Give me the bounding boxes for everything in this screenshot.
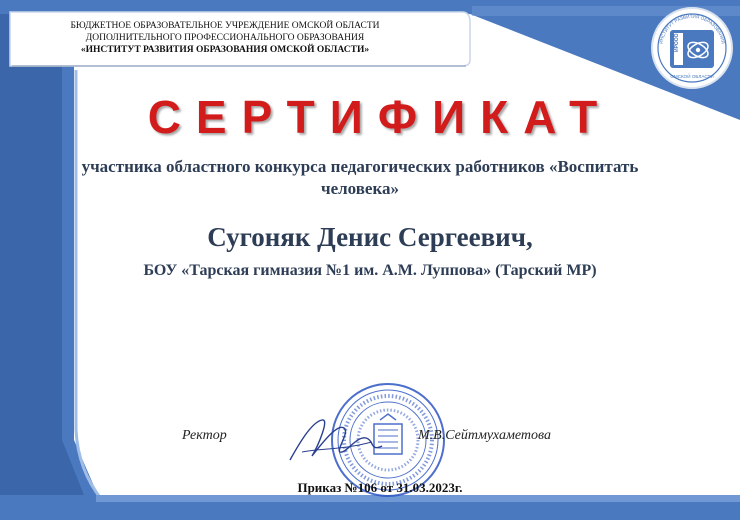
signature-icon <box>282 412 392 468</box>
svg-text:ОМСКОЙ ОБЛАСТИ: ОМСКОЙ ОБЛАСТИ <box>670 74 714 79</box>
certificate-title: СЕРТИФИКАТ <box>147 91 613 143</box>
recipient-name: Сугоняк Денис Сергеевич, <box>207 222 533 252</box>
svg-text:ИНСТИТУТ РАЗВИТИЯ ОБРАЗОВАНИЯ: ИНСТИТУТ РАЗВИТИЯ ОБРАЗОВАНИЯ <box>658 13 726 45</box>
recipient-organization: БОУ «Тарская гимназия №1 им. А.М. Луппова» (Тарский МР) <box>143 262 597 279</box>
signer-role: Ректор <box>182 428 227 443</box>
institution-line-1: БЮДЖЕТНОЕ ОБРАЗОВАТЕЛЬНОЕ УЧРЕЖДЕНИЕ ОМСКОЙ ОБЛАСТИ <box>70 21 380 31</box>
institution-line-2: ДОПОЛНИТЕЛЬНОГО ПРОФЕССИОНАЛЬНОГО ОБРАЗОВАНИЯ <box>85 33 365 43</box>
signer-name: М.В.Сейтмухаметова <box>418 428 552 443</box>
institute-logo-icon <box>650 6 734 90</box>
certificate-subtitle: участника областного конкурса педагогических работников «Воспитать человека» <box>81 157 639 198</box>
institution-line-3: «ИНСТИТУТ РАЗВИТИЯ ОБРАЗОВАНИЯ ОМСКОЙ ОБЛАСТИ» <box>80 45 370 55</box>
order-reference: Приказ №106 от 31.03.2023г. <box>297 480 463 495</box>
svg-text:ИРООО: ИРООО <box>674 33 680 52</box>
institution-name <box>20 20 430 56</box>
